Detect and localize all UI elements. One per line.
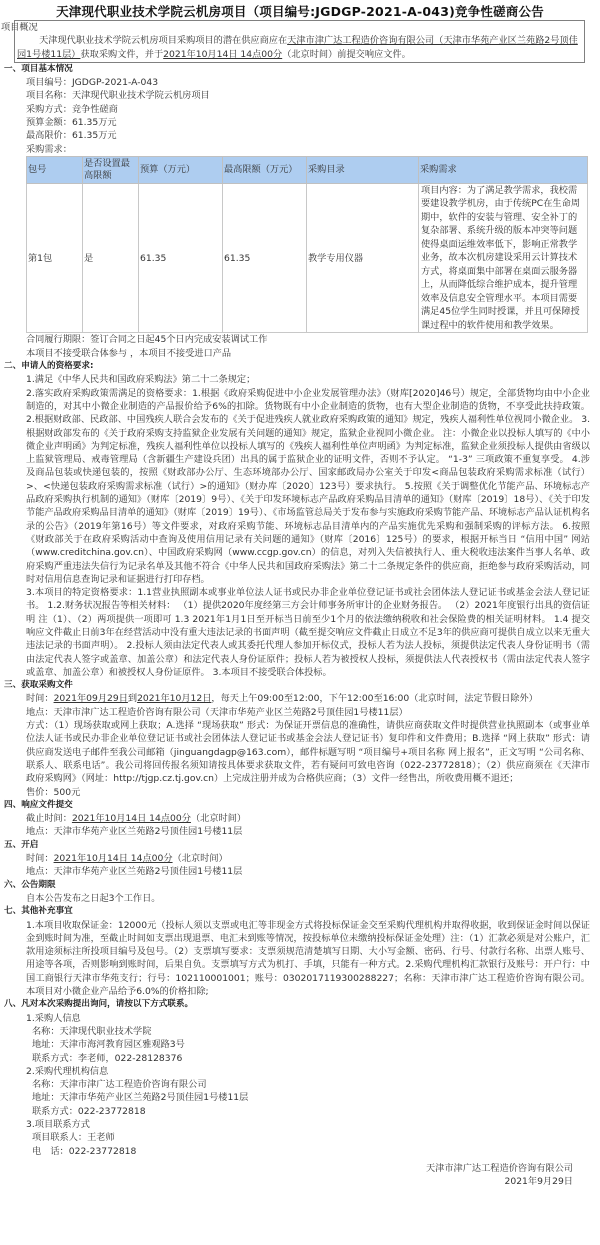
contract-period: 合同履行期限：签订合同之日起45个日内完成安装调试工作 (26, 334, 268, 346)
time-to: 到 (127, 693, 138, 705)
project-contact-person: 项目联系人：王老师 (32, 1132, 115, 1144)
field-max-price (26, 129, 600, 142)
purchaser-name: 名称：天津现代职业技术学院 (32, 1025, 152, 1037)
section-heading-contact: 八、凡对本次采购提出询问，请按以下方式联系。 (4, 999, 194, 1010)
obtain-place: 地点：天津市津广达工程造价咨询有限公司（天津市华苑产业区兰苑路2号顶佳园1号楼11层） (26, 706, 408, 718)
col-header-catalog: 采购目录 (307, 156, 419, 183)
cell-package: 第1包 (27, 183, 83, 333)
announcement-page (0, 4, 600, 1188)
time-start: 2021年09月29日 (53, 693, 128, 705)
time-rest: ，每天上午09:00至12:00，下午12:00至16:00（北京时间，法定节假日除外） (211, 693, 538, 705)
document-price: 售价：500元 (26, 786, 81, 798)
deadline-value: 2021年10月14日 14点00分 (71, 813, 191, 825)
agency-contact: 联系方式：022-23772818 (32, 1105, 146, 1117)
field-value: 竞争性磋商 (71, 103, 118, 115)
obtain-time (26, 692, 590, 705)
opening-time-suffix: （北京时间） (172, 853, 228, 865)
opening-time-label: 时间： (26, 853, 54, 865)
project-contact-phone: 电 话：022-23772818 (32, 1145, 137, 1157)
other-matters-text: 1.本项目收取保证金：12000元（投标人须以支票或电汇等非现金方式将投标保证金交至采购代理机构并取得收据，收到保证金时间以保证金到账时间为准，至截止时间如支票出现退票、电汇未到账等情况，按投标单位未缴纳投标保证金处理）注：（1）汇款必须是对公账户，汇款用途须标注所投项目编号及包号。（2）支票填写要求：支票须规范清楚填写日期、大小写金额、密码、行号、付款行名称、出票人账号、用途等各项，否则影响到账时间，后果自负。支票填写方式为机打、手填，只能有一种方式。2.采购代理机构汇款银行及账号：开户行：中国工商银行天津市华苑支行；行号：102110001001；账号：0302017119300288227；名称：天津市津广达工程造价咨询有限公司。 本项目对小微企业产品给予6.0%的价格扣除; (26, 919, 590, 998)
section-heading-other-matters: 七、其他补充事宜 (4, 906, 73, 917)
purchaser-address: 地址：天津市海河教育园区雅观路3号 (32, 1039, 185, 1051)
field-label: 项目编号： (26, 77, 72, 89)
qualification-item-2: 2.落实政府采购政策需满足的资格要求：1.根据《政府采购促进中小企业发展管理办法》（财库[2020]46号）规定，全部货物均由中小企业制造的，对其中小微企业制造的产品报价给予6%的扣除。货物既有中小企业制造的货物，也有大型企业制造的货物，不享受此扶持政策。 2.根据财政部、民政部、中国残疾人联合会发布的《关于促进残疾人就业政府采购政策的通知》规定，残疾人福利性单位视同小微企业。 3.根据财政部发布的《关于政府采购支持监狱企业发展有关问题的通知》规定，监狱企业视同小微企业。 注：小微企业以投标人填写的《中小微企业声明函》为判定标准，残疾人福利性单位以投标人填写的《残疾人福利性单位声明函》为判定标准，监狱企业须投标人提供由省级以上监狱管理局、戒毒管理局（含新疆生产建设兵团）出具的属于监狱企业的证明文件，否则不予认定。 “1-3” 三项政策不重复享受。 4.涉及商品包装或快递包装的，按照《财政部办公厅、生态环境部办公厅、国家邮政局办公室关于印发<商品包装政府采购需求标准（试行）>、<快递包装政府采购需求标准（试行）>的通知》（财办库〔2020〕123号）要求执行。 5.按照《关于调整优化节能产品、环境标志产品政府采购执行机制的通知》（财库〔2019〕9号）、《关于印发环境标志产品政府采购品目清单的通知》（财库〔2019〕18号）、《关于印发节能产品政府采购品目清单的通知》（财库〔2019〕19号）、《市场监管总局关于发布参与实施政府采购节能产品、环境标志产品认证机构名录的公告》（2019年第16号）等文件要求，对政府采购节能、环境标志品目清单内的产品实施优先采购和强制采购的评标方法。 6.按照《财政部关于在政府采购活动中查询及使用信用记录有关问题的通知》（财库〔2016〕125号）的要求，根据开标当日 “信用中国” 网站（www.creditchina.gov.cn）、中国政府采购网（www.ccgp.gov.cn）的信息，对列入失信被执行人、重大税收违法案件当事人名单、政府采购严重违法失信行为记录名单及其他不符合《中华人民共和国政府采购法》第二十二条规定条件的供应商，拒绝参与政府采购活动，同时对信用信息查询记录和证据进行打印存档。 (26, 387, 590, 585)
obtain-method: 方式：（1）现场获取或网上获取；A.选择 “现场获取” 形式：为保证开票信息的准确性，请供应商获取文件时提供营业执照副本（或事业单位法人证书或民办非企业单位登记证书或社会团体法人登记证书或基金会法人登记证书）复印件和文件费用；B.选择 “网上获取” 形式：请供应商发送电子邮件至我公司邮箱（jinguangdagp@163.com），邮件标题写明 “项目编号+项目名称 网上报名”，正文写明 “公司名称、联系人、联系电话”。我公司将回传报名须知请按具体要求获取文件，若有疑问可致电咨询（022-23772818）；（2）供应商须在《天津市政府采购网》（网址：http://tjgp.cz.tj.gov.cn）上完成注册并成为合格供应商；（3）文件一经售出，所收费用概不退还； (26, 720, 590, 785)
cell-max-limit: 61.35 (223, 183, 307, 333)
field-value: JGDGP-2021-A-043 (71, 77, 159, 89)
field-requirements (26, 143, 600, 156)
page-title: 天津现代职业技术学院云机房项目（项目编号:JGDGP-2021-A-043)竞争性磋商公告 (56, 4, 544, 19)
cell-catalog: 教学专用仪器 (307, 183, 419, 333)
section-heading-qualifications: 二、申请人的资格要求: (4, 361, 94, 372)
deadline-label: 截止时间： (26, 813, 72, 825)
purchaser-heading: 1.采购人信息 (26, 1012, 81, 1024)
signature-date: 2021年9月29日 (504, 1176, 573, 1188)
col-header-budget: 预算（万元） (139, 156, 223, 183)
section-heading-obtain-documents: 三、获取采购文件 (4, 680, 73, 691)
field-label: 采购需求： (26, 143, 72, 155)
col-header-requirement: 采购需求 (419, 156, 588, 183)
overview-box (1, 20, 585, 63)
section-heading-submission: 四、响应文件提交 (4, 799, 73, 810)
section-heading-opening: 五、开启 (4, 839, 39, 850)
col-header-package: 包号 (27, 156, 83, 183)
field-value: 61.35万元 (71, 130, 117, 142)
overview-text-before: 天津现代职业技术学院云机房项目采购项目的潜在供应商应在 (39, 35, 288, 47)
opening-time (26, 852, 590, 865)
section-heading-basic-info: 一、项目基本情况 (4, 63, 73, 74)
time-end: 2021年10月12日 (137, 693, 212, 705)
submission-place: 地点：天津市华苑产业区兰苑路2号顶佳园1号楼11层 (26, 826, 243, 838)
opening-time-value: 2021年10月14日 14点00分 (53, 853, 173, 865)
signature-company: 天津市津广达工程造价咨询有限公司 (426, 1162, 573, 1174)
qualification-item-3: 3.本项目的特定资格要求：1.1营业执照副本或事业单位法人证书或民办非企业单位登记证书或社会团体法人登记证书或基金会法人登记证书。 1.2.财务状况报告等相关材料： （1）提供2020年度经第三方会计师事务所审计的企业财务报告。 （2）2021年度银行出具的资信证明 注（1）、（2）两项提供一项即可 1.3 2021年1月1日至开标当日前至少1个月的依法缴纳税收和社会保险费的相关证明材料。 1.4 提交响应文件截止日前3年在经营活动中没有重大违法记录的书面声明（截至提交响应文件截止日成立不足3年的供应商可提供自成立以来无重大违法记录的书面声明）。 2.投标人须由法定代表人或其委托代理人参加开标仪式，投标人若为法人投标，须提供法定代表人身份证明书（需由法定代表人签字或盖章、加盖公章）和法定代表人身份证原件；投标人若为被授权人投标，须提供法人代表授权书（需由法定代表人签字或盖章、加盖公章）和被授权人身份证原件。 3.本项目不接受联合体投标。 (26, 587, 590, 678)
overview-text-mid: 获取采购文件，并于 (80, 48, 164, 60)
notice-period-text: 自本公告发布之日起3个工作日。 (26, 892, 161, 904)
field-label: 最高限价： (26, 130, 72, 142)
table-row (27, 183, 588, 333)
col-header-max-limit: 最高限额（万元） (223, 156, 307, 183)
field-project-name (26, 89, 600, 102)
time-label: 时间： (26, 693, 54, 705)
section-heading-notice-period: 六、公告期限 (4, 879, 56, 890)
field-label: 项目名称： (26, 90, 72, 102)
cell-budget: 61.35 (139, 183, 223, 333)
cell-requirement: 项目内容：为了满足教学需求，我校需要建设教学机房，由于传统PC在生命周期中，软件的安装与管理、安全补丁的复杂部署、系统升级的版本冲突等问题使得桌面运维效率低下，影响正常教学业务，故本次机房建设采用云计算技术方式，将桌面集中部署在桌面云服务器上，从而降低综合维护成本，提升管理效率及信息安全管理水平。本项目需要满足45位学生同时授课，并且可保障授课过程中的软件使用和教学效果。 (419, 183, 588, 333)
overview-label: 项目概况 (1, 22, 38, 33)
qualification-item-1: 1.满足《中华人民共和国政府采购法》第二十二条规定； (26, 374, 256, 386)
field-label: 预算金额： (26, 117, 72, 129)
cell-has-max: 是 (83, 183, 139, 333)
field-project-number (26, 76, 600, 89)
purchaser-contact: 联系方式：李老师，022-28128376 (32, 1052, 183, 1064)
agency-address: 地址：天津市华苑产业区兰苑路2号顶佳园1号楼11层 (32, 1092, 249, 1104)
field-value: 61.35万元 (71, 117, 117, 129)
deadline-suffix: （北京时间） (190, 813, 247, 825)
field-budget (26, 116, 600, 129)
overview-deadline: 2021年10月14日 14点00分 (163, 48, 283, 60)
overview-text (17, 34, 582, 61)
field-label: 采购方式： (26, 103, 72, 115)
requirements-table (26, 156, 588, 334)
consortium-note: 本项目不接受联合体参与 ，本项目不接受进口产品 (26, 347, 232, 359)
overview-location-link: 天津市津广达工程造价咨询有限公司（天津市华苑产业区兰苑路2号顶佳园1号楼11层） (17, 35, 578, 60)
agency-name: 名称：天津市津广达工程造价咨询有限公司 (32, 1079, 207, 1091)
submission-deadline (26, 812, 590, 825)
field-procurement-method (26, 103, 600, 116)
overview-text-after: （北京时间）前提交响应文件。 (282, 48, 411, 60)
field-value: 天津现代职业技术学院云机房项目 (71, 90, 210, 102)
project-contact-heading: 3.项目联系方式 (26, 1118, 90, 1130)
agency-heading: 2.采购代理机构信息 (26, 1065, 109, 1077)
opening-place: 地点：天津市华苑产业区兰苑路2号顶佳园1号楼11层 (26, 866, 243, 878)
table-header-row (27, 156, 588, 183)
col-header-has-max: 是否设置最高限额 (83, 156, 139, 183)
